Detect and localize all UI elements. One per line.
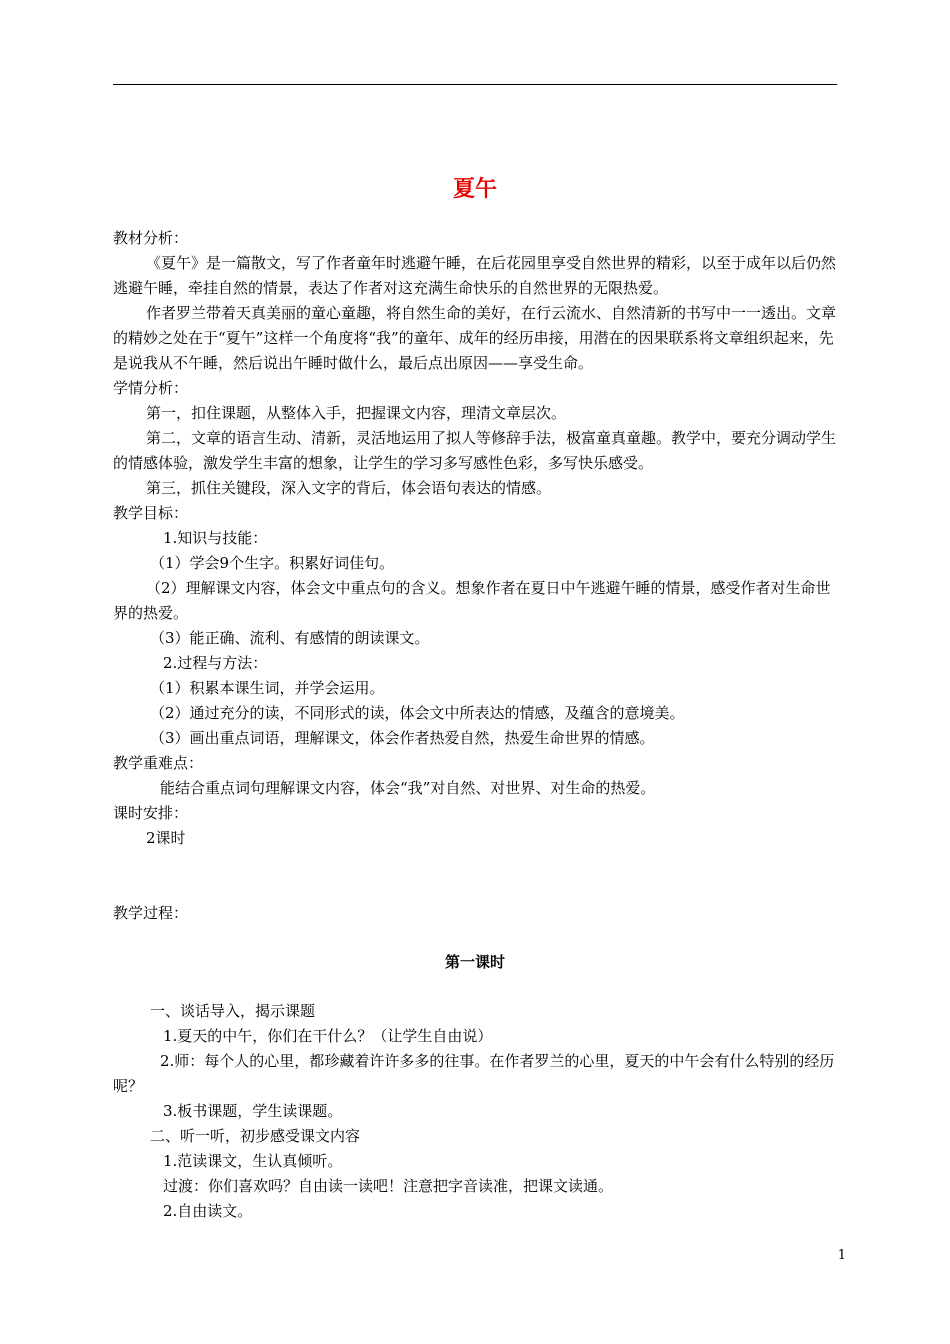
list-item: 2.师：每个人的心里，都珍藏着许许多多的往事。在作者罗兰的心里，夏天的中午会有什么特别的经历呢？ [113,1052,835,1095]
section-heading-process: 教学过程： [113,904,189,922]
paragraph: 第二，文章的语言生动、清新，灵活地运用了拟人等修辞手法，极富童真童趣。教学中，要充分调动学生的情感体验，激发学生丰富的想象，让学生的学习多写感性色彩，多写快乐感受。 [113,429,837,472]
paragraph: 作者罗兰带着天真美丽的童心童趣，将自然生命的美好，在行云流水、自然清新的书写中一一透出。文章的精妙之处在于“夏午”这样一个角度将“我”的童年、成年的经历串接，用潜在的因果联系将文章组织起来，先是说我从不午睡，然后说出午睡时做什么，最后点出原因——享受生命。 [113,304,837,372]
step-heading: 一、谈话导入，揭示课题 [150,1002,316,1020]
list-item: （2）通过充分的读，不同形式的读，体会文中所表达的情感，及蕴含的意境美。 [150,704,685,722]
section-heading-teaching-goals: 教学目标： [113,504,189,522]
step-heading: 二、听一听，初步感受课文内容 [150,1127,361,1145]
list-item: 1.夏天的中午，你们在干什么？（让学生自由说） [163,1027,493,1045]
document-body [113,226,837,1224]
paragraph: 《夏午》是一篇散文，写了作者童年时逃避午睡，在后花园里享受自然世界的精彩，以至于成年以后仍然逃避午睡，牵挂自然的情景，表达了作者对这充满生命快乐的自然世界的无限热爱。 [113,254,837,297]
paragraph: 第一，扣住课题，从整体入手，把握课文内容，理清文章层次。 [146,404,567,422]
section-heading-key-points: 教学重难点： [113,754,204,772]
list-item: （1）积累本课生词，并学会运用。 [150,679,385,697]
list-item: 1.范读课文，生认真倾听。 [163,1152,343,1170]
section-heading-schedule: 课时安排： [113,804,189,822]
paragraph: 2课时 [146,829,186,847]
list-item: 2.过程与方法： [163,654,268,672]
list-item: （1）学会9个生字。积累好词佳句。 [150,554,395,572]
list-item: 过渡：你们喜欢吗？自由读一读吧！注意把字音读准，把课文读通。 [163,1177,614,1195]
section-heading-student-analysis: 学情分析： [113,379,189,397]
document-title: 夏午 [452,177,497,202]
list-item: 2.自由读文。 [163,1202,253,1220]
list-item: （3）画出重点词语，理解课文，体会作者热爱自然，热爱生命世界的情感。 [150,729,655,747]
lesson-heading: 第一课时 [444,953,505,971]
list-item: 3.板书课题，学生读课题。 [163,1102,343,1120]
paragraph: 能结合重点词句理解课文内容，体会“我”对自然、对世界、对生命的热爱。 [160,779,656,797]
list-item: （3）能正确、流利、有感情的朗读课文。 [150,629,430,647]
list-item: 1.知识与技能： [163,529,268,547]
paragraph: 第三，抓住关键段，深入文字的背后，体会语句表达的情感。 [146,479,552,497]
header-rule [113,84,837,85]
section-heading-textbook-analysis: 教材分析： [113,229,189,247]
page-number: 1 [837,1248,846,1263]
list-item: （2）理解课文内容，体会文中重点句的含义。想象作者在夏日中午逃避午睡的情景，感受作者对生命世界的热爱。 [113,579,831,622]
